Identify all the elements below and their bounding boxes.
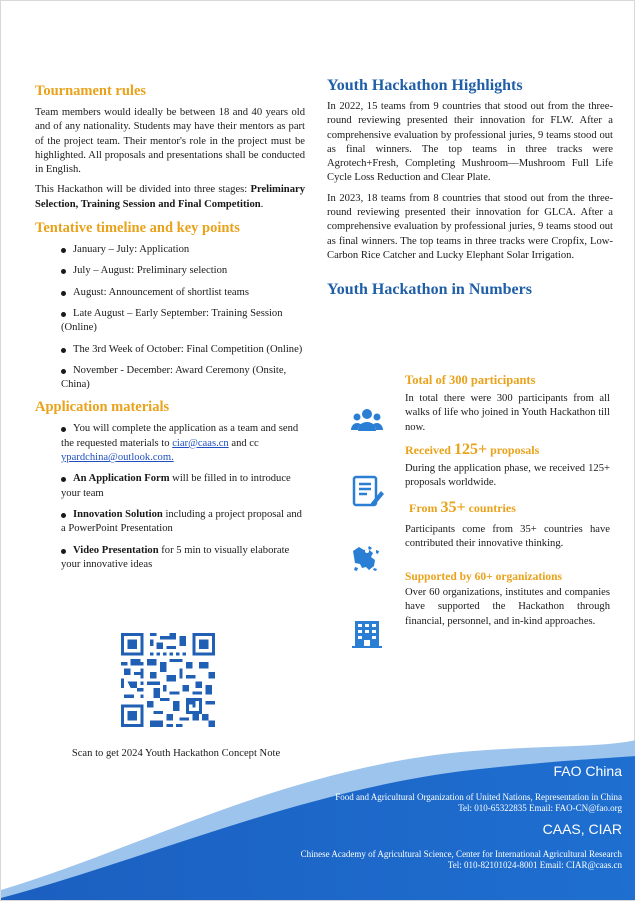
proposal-icon bbox=[349, 473, 385, 509]
left-column bbox=[35, 83, 305, 579]
qr-caption: Scan to get 2024 Youth Hackathon Concept Note bbox=[71, 748, 281, 759]
stages-text: This Hackathon will be divided into three stages: Preliminary Selection, Training Session and Final Competition. bbox=[35, 184, 305, 210]
fao-contact bbox=[301, 763, 622, 871]
right-column bbox=[327, 77, 613, 304]
timeline-item: January – July: Application bbox=[35, 243, 305, 257]
materials-item-submit: You will complete the application as a team and send the requested materials to ciar@caas.cn and cc ypardchina@outlook.com. bbox=[61, 423, 299, 464]
timeline-item: August: Announcement of shortlist teams bbox=[35, 286, 305, 300]
tournament-rules-heading: Tournament rules bbox=[35, 83, 147, 99]
qr-code[interactable] bbox=[121, 633, 215, 727]
ciar-email-link[interactable]: ciar@caas.cn bbox=[172, 437, 229, 449]
fao-contact-line: Tel: 010-65322835 Email: FAO-CN@fao.org bbox=[458, 803, 622, 813]
timeline-item: November - December: Award Ceremony (Onsite, China) bbox=[61, 364, 287, 391]
materials-item-video: Video Presentation for 5 min to visually elaborate your innovative ideas bbox=[61, 544, 290, 570]
stat-text: Participants come from 35+ countries have contributed their innovative thinking. bbox=[405, 524, 610, 550]
highlights-2022: In 2022, 15 teams from 9 countries that stood out from the three-round reviewing presented their innovation for FLW. After a comprehensive evaluation by professional juries, 9 teams stood out as final winners. The top teams in three tracks were Agrotech+Fresh, Completing Mushroom—Mushroom Full Life Cycle Loss Reduction and Clear Plate. bbox=[327, 101, 613, 184]
timeline-item: The 3rd Week of October: Final Competition (Online) bbox=[35, 343, 305, 357]
timeline-heading: Tentative timeline and key points bbox=[35, 220, 240, 237]
caas-title: CAAS, CIAR bbox=[542, 821, 622, 837]
stat-title: Received 125+ proposals bbox=[405, 441, 540, 458]
highlights-heading: Youth Hackathon Highlights bbox=[327, 77, 523, 94]
stat-text: Over 60 organizations, institutes and companies have supported the Hackathon through financial, personnel, and in-kind approaches. bbox=[405, 587, 610, 627]
caas-contact-line: Tel: 010-82101024-8001 Email: CIAR@caas.cn bbox=[447, 860, 622, 870]
materials-item-solution: Innovation Solution including a project proposal and a PowerPoint Presentation bbox=[61, 508, 302, 535]
numbers-heading: Youth Hackathon in Numbers bbox=[327, 281, 532, 299]
stat-title: Supported by 60+ organizations bbox=[405, 571, 563, 583]
globe-icon bbox=[349, 541, 385, 577]
stat-title: From 35+ countries bbox=[409, 499, 516, 516]
stat-title: Total of 300 participants bbox=[405, 373, 536, 387]
timeline-item: July – August: Preliminary selection bbox=[35, 264, 305, 278]
stat-text: During the application phase, we received 125+ proposals worldwide. bbox=[405, 463, 610, 489]
people-icon bbox=[349, 403, 385, 439]
ypard-email-link[interactable]: ypardchina@outlook.com. bbox=[61, 452, 174, 464]
building-icon bbox=[349, 615, 385, 651]
tournament-rules-text: Team members would ideally be between 18 and 40 years old and of any nationality. Students may have their mentors as part of the project team. Their mentor's role in the project must be highlighted. All proposals and presentations shall be conducted in English. bbox=[35, 107, 305, 176]
materials-heading: Application materials bbox=[35, 399, 170, 416]
stat-text: In total there were 300 participants from all walks of life who joined in Youth Hackathon till now. bbox=[405, 393, 610, 433]
caas-line: Chinese Academy of Agricultural Science, Center for International Agricultural Research bbox=[300, 849, 622, 859]
highlights-2023: In 2023, 18 teams from 8 countries that stood out from the three-round reviewing presented their innovation for GLCA. After a comprehensive evaluation by professional juries, 9 teams stood out as final winners. The top teams in three tracks were Cropfix, Low-Carbon Rice Catcher and Lucky Elephant Solar Irrigation. bbox=[327, 192, 613, 261]
materials-item-form: An Application Form will be filled in to introduce your team bbox=[61, 473, 291, 499]
timeline-item: Late August – Early September: Training Session (Online) bbox=[61, 307, 283, 334]
fao-title: FAO China bbox=[553, 763, 622, 779]
fao-line: Food and Agricultural Organization of United Nations, Representation in China bbox=[335, 792, 622, 802]
